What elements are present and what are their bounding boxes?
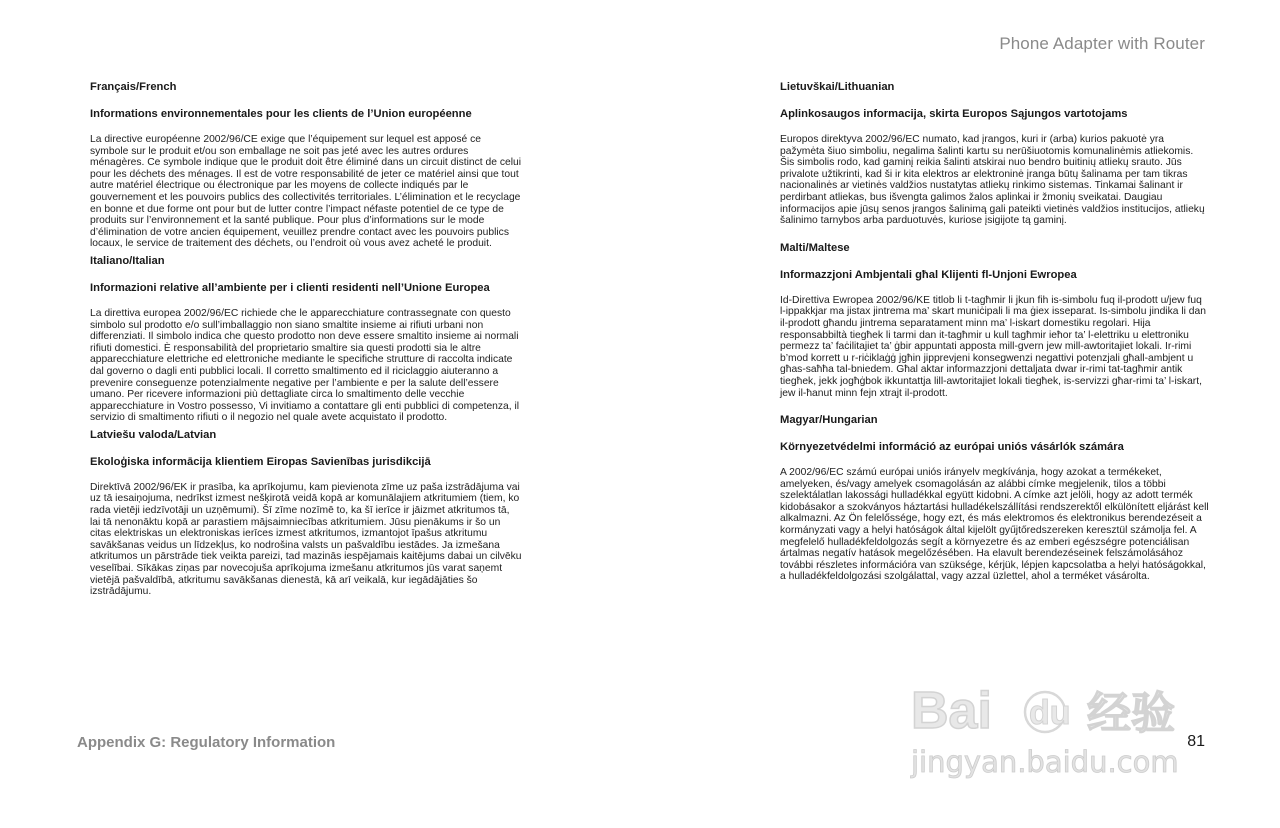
section-body: La direttiva europea 2002/96/EC richiede che le apparecchiature contrassegnate con questo simbolo sul prodotto e/o sull’imballaggio non siano smaltite insieme ai rifiuti urbani non differenziati. Il simbolo indica che questo prodotto non deve essere smaltito insieme ai normali rifiuti domestici. È responsabilità del proprietario smaltire sia questi prodotti sia le altre apparecchiature elettriche ed elettroniche mediante le specifiche strutture di raccolta indicate dal governo o dagli enti pubblici locali. Il corretto smaltimento ed il riciclaggio aiuteranno a prevenire conseguenze potenzialmente negative per l’ambiente e per la salute dell’essere umano. Per ricevere informazioni più dettagliate circa lo smaltimento delle vecchie apparecchiature in Vostro possesso, Vi invitiamo a contattare gli enti pubblici di competenza, il servizio di smaltimento rifiuti o il negozio nel quale avete acquistato il prodotto.: [90, 307, 520, 424]
section-language: Lietuvškai/Lithuanian: [780, 81, 895, 93]
page-number: 81: [1187, 733, 1205, 750]
left-column: [90, 80, 522, 598]
section-language: Français/French: [90, 81, 177, 93]
svg-text:Bai: Bai: [911, 682, 992, 740]
section-language: Malti/Maltese: [780, 241, 850, 254]
section-body: Direktīvā 2002/96/EK ir prasība, ka aprīkojumu, kam pievienota zīme uz paša izstrādājuma vai uz tā iesaiņojuma, nedrīkst izmest nešķirotā veidā kopā ar komunālajiem atkritumiem (tiem, ko rada vietēji iedzīvotāji un uzņēmumi). Šī zīme nozīmē to, ka šī ierīce ir jāizmet atkritumos tā, lai tā nenonāktu kopā ar parastiem mājsaimniecības atkritumiem. Jūsu pienākums ir šo un citas elektriskas un elektroniskas ierīces izmest atkritumos, izmantojot īpašus atkritumu savākšanas veidus un līdzekļus, ko nodrošina valsts un pašvaldību iestādes. Ja izmešana atkritumos un pārstrāde tiek veikta pareizi, tad mazinās iespējamais kaitējums dabai un cilvēku veselībai. Sīkākas ziņas par novecojuša aprīkojuma izmešanu atkritumos jūs varat saņemt vietējā pašvaldībā, atkritumu savākšanas dienestā, kā arī veikalā, kur iegādājāties šo izstrādājumu.: [90, 481, 522, 598]
section-body: La directive européenne 2002/96/CE exige que l’équipement sur lequel est apposé ce symbole sur le produit et/ou son emballage ne soit pas jeté avec les autres ordures ménagères. Ce symbole indique que le produit doit être éliminé dans un circuit distinct de celui pour les déchets des ménages. Il est de votre responsabilité de jeter ce matériel ainsi que tout autre matériel électrique ou électronique par les moyens de collecte indiqués par le gouvernement et les pouvoirs publics des collectivités territoriales. L’élimination et le recyclage en bonne et due forme ont pour but de lutter contre l’impact néfaste potentiel de ce type de produits sur l’environnement et la santé publique. Pour plus d’informations sur le mode d’élimination de votre ancien équipement, veuillez prendre contact avec les pouvoirs publics locaux, le service de traitement des déchets, ou l’endroit où vous avez acheté le produit.: [90, 134, 521, 250]
section-language: Magyar/Hungarian: [780, 414, 878, 427]
section-title: Informations environnementales pour les clients de l’Union européenne: [90, 108, 472, 120]
running-header-title: Phone Adapter with Router: [999, 34, 1205, 53]
section-title: Informazioni relative all’ambiente per i clienti residenti nell’Unione Europea: [90, 281, 490, 294]
section-title: Aplinkosaugos informacija, skirta Europos Sąjungos vartotojams: [780, 108, 1128, 120]
section-body: Id-Direttiva Ewropea 2002/96/KE titlob li t-tagħmir li jkun fih is-simbolu fuq il-prodott u/jew fuq l-ippakkjar ma jistax jintrema ma’ skart muniċipali li ma ġiex isseparat. Is-simbolu jindika li dan il-prodott għandu jintrema separatament minn ma’ l-iskart domestiku regolari. Hija responsabbiltà tiegħek li tarmi dan it-tagħmir u kull tagħmir ieħor ta’ l-elettriku u elettroniku permezz ta’ faċilitajiet ta’ ġbir appuntati apposta mill-gvern jew mill-awtoritajiet lokali. Ir-rimi b’mod korrett u r-riċiklaġġ jgħin jipprevjeni konsegwenzi negattivi potenzjali għall-ambjent u għas-saħħa tal-bniedem. Għal aktar informazzjoni dettaljata dwar ir-rimi tat-tagħmir antik tiegħek, jekk jogħġbok ikkuntattja lill-awtoritajiet lokali tiegħek, is-servizzi għar-rimi ta’ l-iskart, jew il-ħanut minn fejn xtrajt il-prodott.: [780, 294, 1206, 399]
section-title: Informazzjoni Ambjentali għal Klijenti fl-Unjoni Ewropea: [780, 268, 1077, 281]
section-body: A 2002/96/EC számú európai uniós irányelv megkívánja, hogy azokat a termékeket, amelyeken, és/vagy amelyek csomagolásán az alábbi címke megjelenik, tilos a többi szelektálatlan lakossági hulladékkal együtt kidobni. A címke azt jelöli, hogy az adott termék kidobásakor a szokványos háztartási hulladékelszállítási rendszerektől elkülönített eljárást kell alkalmazni. Az Ön felelőssége, hogy ezt, és más elektromos és elektronikus berendezéseit a kormányzati vagy a helyi hatóságok által kijelölt gyűjtőredszereken keresztül számolja fel. A megfelelő hulladékfeldolgozás segít a környezetre és az emberi egészségre potenciálisan ártalmas negatív hatások megelőzésében. Ha elavult berendezéseinek felszámolásához további részletes információra van szüksége, kérjük, lépjen kapcsolatba a helyi hatóságokkal, a hulladékfeldolgozási szolgálattal, vagy azzal üzlettel, ahol a terméket vásárolta.: [780, 467, 1209, 583]
svg-text:jingyan.baidu.com: jingyan.baidu.com: [911, 745, 1179, 779]
section-language: Italiano/Italian: [90, 254, 165, 267]
svg-text:经验: 经验: [1087, 688, 1175, 739]
section-title: Környezetvédelmi információ az európai uniós vásárlók számára: [780, 441, 1124, 454]
svg-text:du: du: [1029, 694, 1071, 732]
section-body: Europos direktyva 2002/96/EC numato, kad įrangos, kuri ir (arba) kurios pakuotė yra pažymėta šiuo simboliu, negalima šalinti kartu su nerūšiuotomis komunalinėmis atliekomis. Šis simbolis rodo, kad gaminį reikia šalinti atskirai nuo bendro buitinių atliekų srauto. Jūs privalote užtikrinti, kad ši ir kita elektros ar elektroninė įranga būtų šalinama per tam tikras nacionalinės ar vietinės valdžios nustatytas atliekų rinkimo sistemas. Tinkamai šalinant ir perdirbant atliekas, bus išvengta galimos žalos aplinkai ir žmonių sveikatai. Daugiau informacijos apie jūsų senos įrangos šalinimą gali pateikti vietinės valdžios institucijos, atliekų šalinimo tarnybos arba parduotuvės, kuriose įsigijote tą gaminį.: [780, 134, 1205, 227]
baidu-watermark-logo: [905, 672, 1205, 782]
section-language: Latviešu valoda/Latvian: [90, 428, 217, 441]
right-column: [780, 80, 1210, 583]
footer-section-label: Appendix G: Regulatory Information: [77, 734, 336, 751]
section-title: Ekoloģiska informācija klientiem Eiropas Savienības jurisdikcijā: [90, 455, 431, 468]
